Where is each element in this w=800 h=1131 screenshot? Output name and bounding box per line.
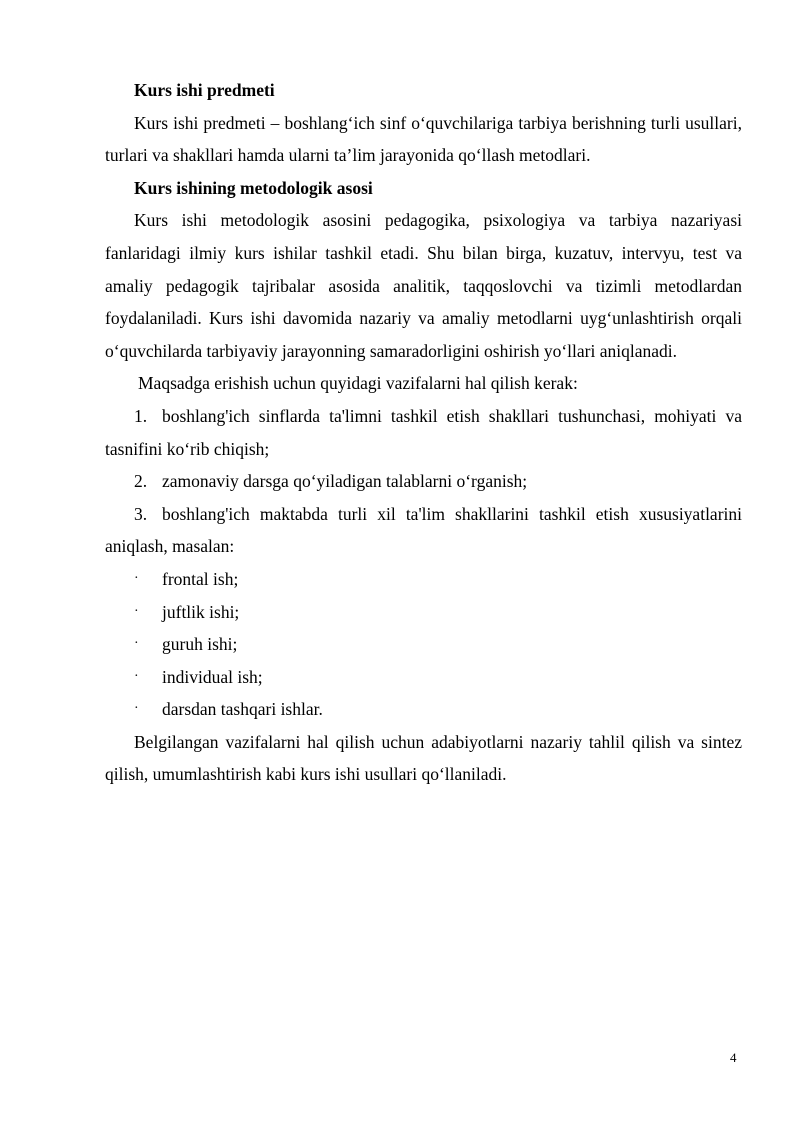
- paragraph-closing: Belgilangan vazifalarni hal qilish uchun adabiyotlarni nazariy tahlil qilish va sintez qilish, umumlashtirish kabi kurs ishi usullari qo‘llaniladi.: [105, 731, 742, 785]
- bullet-dot: ·: [134, 570, 139, 586]
- forms-bullet-list: [105, 563, 742, 726]
- heading-methodology: Kurs ishining metodologik asosi: [134, 177, 373, 198]
- task-item-2: [105, 465, 742, 498]
- task-text: boshlang'ich sinflarda ta'limni tashkil etish shakllari tushunchasi, mohiyati va tasnifini ko‘rib chiqish;: [105, 405, 742, 459]
- task-item-1: [105, 400, 742, 465]
- task-number: 1.: [134, 405, 148, 426]
- bullet-text: guruh ishi;: [162, 634, 238, 655]
- page-number: 4: [730, 1050, 737, 1065]
- bullet-text: juftlik ishi;: [162, 601, 240, 622]
- bullet-dot: ·: [134, 636, 139, 652]
- tasks-lead: Maqsadga erishish uchun quyidagi vazifalarni hal qilish kerak:: [138, 373, 578, 394]
- bullet-text: darsdan tashqari ishlar.: [162, 699, 323, 720]
- task-item-3: [105, 498, 742, 563]
- task-number: 3.: [134, 503, 148, 524]
- paragraph-subject: Kurs ishi predmeti – boshlang‘ich sinf o‘quvchilariga tarbiya berishning turli usullari, turlari va shakllari hamda ularni ta’lim jarayonida qo‘llash metodlari.: [105, 112, 742, 166]
- bullet-item: [105, 628, 742, 661]
- bullet-text: frontal ish;: [162, 568, 239, 589]
- task-text: boshlang'ich maktabda turli xil ta'lim shakllarini tashkil etish xususiyatlarini aniqlash, masalan:: [105, 503, 742, 557]
- bullet-dot: ·: [134, 668, 139, 684]
- bullet-dot: ·: [134, 603, 139, 619]
- bullet-dot: ·: [134, 701, 139, 717]
- bullet-item: [105, 563, 742, 596]
- bullet-item: [105, 596, 742, 629]
- bullet-text: individual ish;: [162, 666, 263, 687]
- heading-subject: Kurs ishi predmeti: [134, 80, 275, 100]
- task-text: zamonaviy darsga qo‘yiladigan talablarni o‘rganish;: [162, 471, 528, 492]
- paragraph-methodology: Kurs ishi metodologik asosini pedagogika, psixologiya va tarbiya nazariyasi fanlaridagi ilmiy kurs ishilar tashkil etadi. Shu bilan birga, kuzatuv, intervyu, test va amaliy pedagogik tajribalar asosida analitik, taqqoslovchi va tizimli metodlardan foydalaniladi. Kurs ishi davomida nazariy va amaliy metodlarni uyg‘unlashtirish orqali o‘quvchilarda tarbiyaviy jarayonning samaradorligini oshirish yo‘llari aniqlanadi.: [105, 210, 742, 361]
- bullet-item: [105, 693, 742, 726]
- document-page: [105, 74, 742, 791]
- task-number: 2.: [134, 471, 148, 492]
- bullet-item: [105, 661, 742, 694]
